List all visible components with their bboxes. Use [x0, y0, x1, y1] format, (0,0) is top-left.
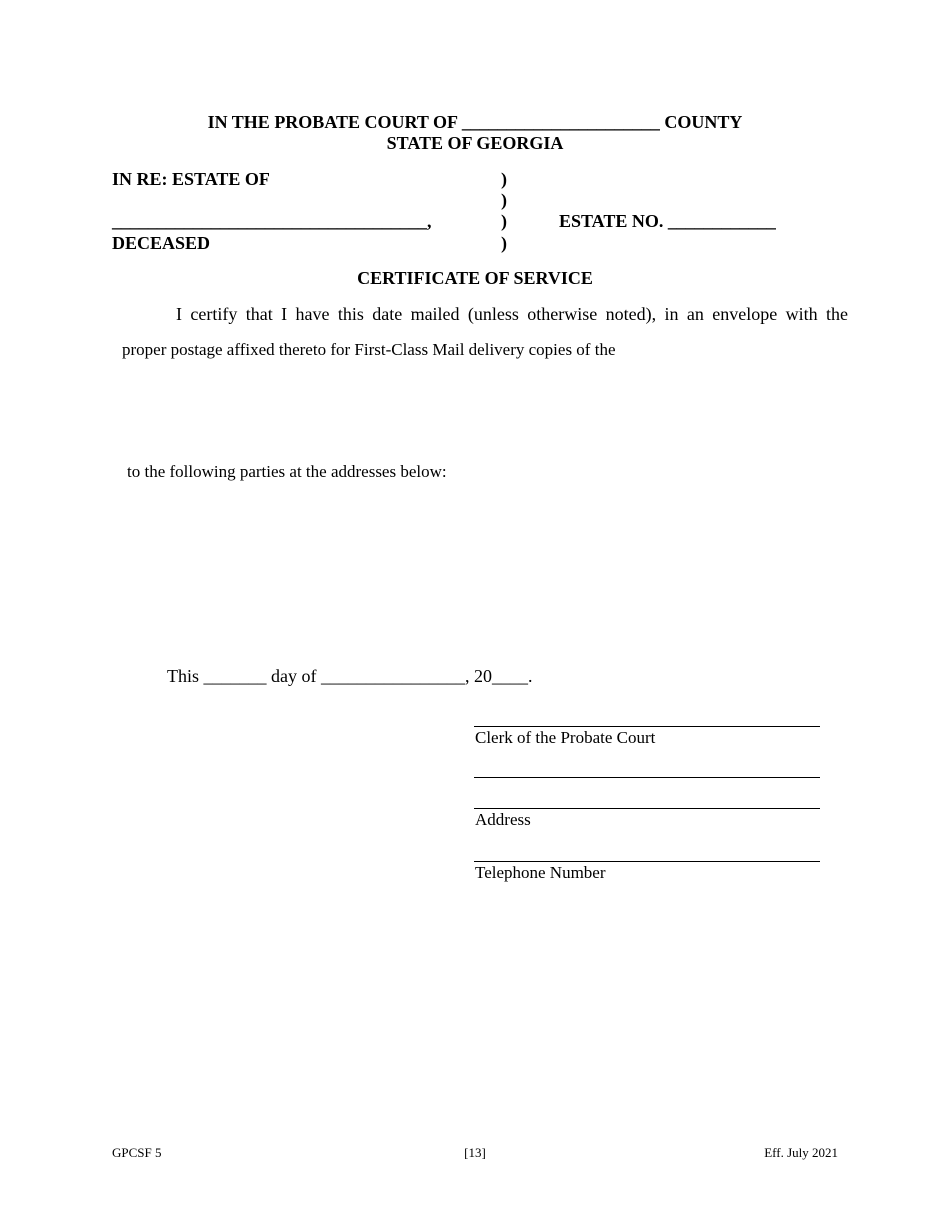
- caption-paren: ): [501, 211, 507, 231]
- page-number: [13]: [464, 1145, 486, 1160]
- caption-paren: ): [501, 169, 507, 189]
- telephone-line: [474, 861, 820, 862]
- address-line-1: [474, 777, 820, 778]
- in-re-label: IN RE: ESTATE OF: [112, 169, 270, 189]
- parties-line: to the following parties at the addresses below:: [127, 462, 447, 481]
- caption-paren: ): [501, 190, 507, 210]
- clerk-signature-line: [474, 726, 820, 727]
- certification-line-1: I certify that I have this date mailed (unless otherwise noted), in an envelope with the: [176, 304, 848, 324]
- estate-number-field: ESTATE NO. ____________: [559, 211, 776, 231]
- telephone-label: Telephone Number: [475, 863, 606, 882]
- effective-date: Eff. July 2021: [764, 1145, 838, 1160]
- court-heading: IN THE PROBATE COURT OF ______________________ COUNTY: [207, 112, 743, 132]
- address-label: Address: [475, 810, 531, 829]
- certification-line-2: proper postage affixed thereto for First-Class Mail delivery copies of the: [122, 340, 616, 359]
- form-id: GPCSF 5: [112, 1145, 162, 1160]
- date-line: This _______ day of ________________, 20____.: [167, 666, 533, 686]
- certificate-title: CERTIFICATE OF SERVICE: [357, 268, 593, 288]
- clerk-label: Clerk of the Probate Court: [475, 728, 656, 747]
- address-line-2: [474, 808, 820, 809]
- deceased-label: DECEASED: [112, 233, 211, 253]
- caption-paren: ): [501, 233, 507, 253]
- decedent-name-line: ___________________________________,: [112, 211, 432, 231]
- state-heading: STATE OF GEORGIA: [386, 133, 564, 153]
